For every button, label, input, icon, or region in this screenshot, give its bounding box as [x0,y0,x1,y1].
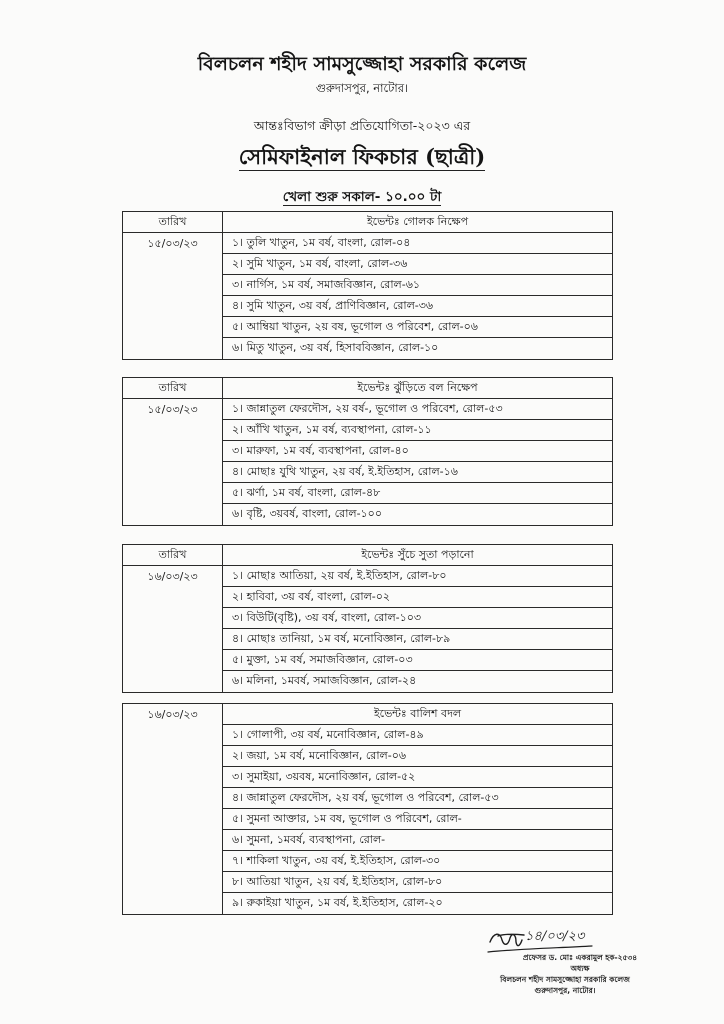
fixture-table-shot-put [122,211,613,360]
event-date: ১৫/০৩/২৩ [123,233,223,359]
participant-row: ১। মোছাঃ আতিয়া, ২য় বর্ষ, ই.ইতিহাস, রোল-৮০ [223,566,612,587]
participant-row: ৫। আম্বিয়া খাতুন, ২য় বষ, ভূগোল ও পরিবেশ, রোল-০৬ [223,317,612,338]
participant-list [223,704,612,914]
event-date: ১৬/০৩/২৩ [123,566,223,692]
participant-row: ৪। জান্নাতুল ফেরদৌস, ২য় বর্ষ, ভূগোল ও পরিবেশ, রোল-৫৩ [223,788,612,809]
stamp-college: বিলচলন শহীদ সামসুজ্জোহা সরকারি কলেজ [500,975,630,984]
college-name: বিলচলন শহীদ সামসুজ্জোহা সরকারি কলেজ [197,53,527,75]
participant-row: ১। জান্নাতুল ফেরদৌস, ২য় বর্ষ-, ভূগোল ও পরিবেশ, রোল-৫৩ [223,399,612,420]
participant-row: ৬। মলিনা, ১মবর্ষ, সমাজবিজ্ঞান, রোল-২৪ [232,674,417,687]
participant-row: ২। হাবিবা, ৩য় বর্ষ, বাংলা, রোল-০২ [223,587,612,608]
college-address: গুরুদাসপুর, নাটোর। [315,81,409,95]
stamp-address: গুরুদাসপুর, নাটোর। [534,986,596,995]
fixture-title-text: সেমিফাইনাল ফিকচার (ছাত্রী) [238,144,486,169]
event-header: ইভেন্টঃ ঝুঁড়িতে বল নিক্ষেপ [357,381,478,394]
table-body [123,566,612,692]
participant-row: ৬। সুমনা, ১মবর্ষ, ব্যবস্থাপনা, রোল- [223,830,612,851]
table-body [123,704,612,914]
event-header: ইভেন্টঃ বালিশ বদল [223,704,612,725]
participant-row: ১। গোলাপী, ৩য় বর্ষ, মনোবিজ্ঞান, রোল-৪৯ [223,725,612,746]
table-header-row [123,378,612,399]
participant-row: ৫। সুমনা আক্তার, ১ম বষ, ভূগোল ও পরিবেশ, রোল- [223,809,612,830]
event-header: ইভেন্টঃ গোলক নিক্ষেপ [366,215,469,228]
participant-row: ৬। বৃষ্টি, ৩য়বর্ষ, বাংলা, রোল-১০০ [232,507,382,520]
participant-row: ৪। মোছাঃ যুথি খাতুন, ২য় বর্ষ, ই.ইতিহাস, রোল-১৬ [223,462,612,483]
table-header-row [123,545,612,566]
date-column-header: তারিখ [123,378,223,398]
participant-list [223,399,612,525]
participant-row: ২। সুমি খাতুন, ১ম বর্ষ, বাংলা, রোল-৩৬ [223,254,612,275]
participant-row: ৩। নার্গিস, ১ম বর্ষ, সমাজবিজ্ঞান, রোল-৬১ [223,275,612,296]
participant-row: ২। জয়া, ১ম বর্ষ, মনোবিজ্ঞান, রোল-০৬ [223,746,612,767]
start-time [0,186,724,209]
competition-title: আন্তঃবিভাগ ক্রীড়া প্রতিযোগিতা-২০২৩ এর [253,118,471,133]
participant-row: ১। তুলি খাতুন, ১ম বর্ষ, বাংলা, রোল-০৪ [223,233,612,254]
participant-row: ৩। মারুফা, ১ম বর্ষ, ব্যবস্থাপনা, রোল-৪০ [223,441,612,462]
table-header-row [123,212,612,233]
event-date: ১৫/০৩/২৩ [123,399,223,525]
event-date: ১৬/০৩/২৩ [123,704,223,914]
table-body [123,399,612,525]
participant-row: ৫। ঝর্ণা, ১ম বর্ষ, বাংলা, রোল-৪৮ [223,483,612,504]
participant-row: ৪। সুমি খাতুন, ৩য় বর্ষ, প্রাণিবিজ্ঞান, রোল-৩৬ [223,296,612,317]
date-column-header: তারিখ [123,545,223,565]
table-body [123,233,612,359]
fixture-title [0,141,724,176]
stamp-designation: অধ্যক্ষ [570,964,590,973]
participant-row: ২। আঁখি খাতুন, ১ম বর্ষ, ব্যবস্থাপনা, রোল-১১ [223,420,612,441]
fixture-table-basket-ball-throw [122,377,613,526]
participant-row: ৪। মোছাঃ তানিয়া, ১ম বর্ষ, মনোবিজ্ঞান, রোল-৮৯ [223,629,612,650]
signature-date: ১৪/০৩/২৩ [525,929,585,944]
participant-list [223,566,612,692]
participant-list [223,233,612,359]
fixture-table-needle-threading [122,544,613,693]
participant-row: ৬। মিতু খাতুন, ৩য় বর্ষ, হিসাববিজ্ঞান, রোল-১০ [232,341,439,354]
participant-row: ৮। আতিয়া খাতুন, ২য় বর্ষ, ই.ইতিহাস, রোল-৮০ [223,872,612,893]
date-column-header: তারিখ [123,212,223,232]
participant-row: ৫। মুক্তা, ১ম বর্ষ, সমাজবিজ্ঞান, রোল-০৩ [223,650,612,671]
participant-row: ৩। বিউটি(বৃষ্টি), ৩য় বর্ষ, বাংলা, রোল-১০৩ [223,608,612,629]
participant-row: ৯। রুকাইয়া খাতুন, ১ম বর্ষ, ই.ইতিহাস, রোল-২০ [232,896,443,909]
participant-row: ৭। শাকিলা খাতুন, ৩য় বর্ষ, ই.ইতিহাস, রোল-৩০ [223,851,612,872]
start-time-text: খেলা শুরু সকাল- ১০.০০ টা [282,189,442,205]
fixture-table-pillow-passing [122,703,613,915]
event-header: ইভেন্টঃ সুঁচে সুতা পড়ানো [361,548,474,561]
participant-row: ৩। সুমাইয়া, ৩য়বষ, মনোবিজ্ঞান, রোল-৫২ [223,767,612,788]
stamp-name: প্রফেসর ড. মোঃ একরামুল হক-২৫৩৪ [522,953,638,962]
